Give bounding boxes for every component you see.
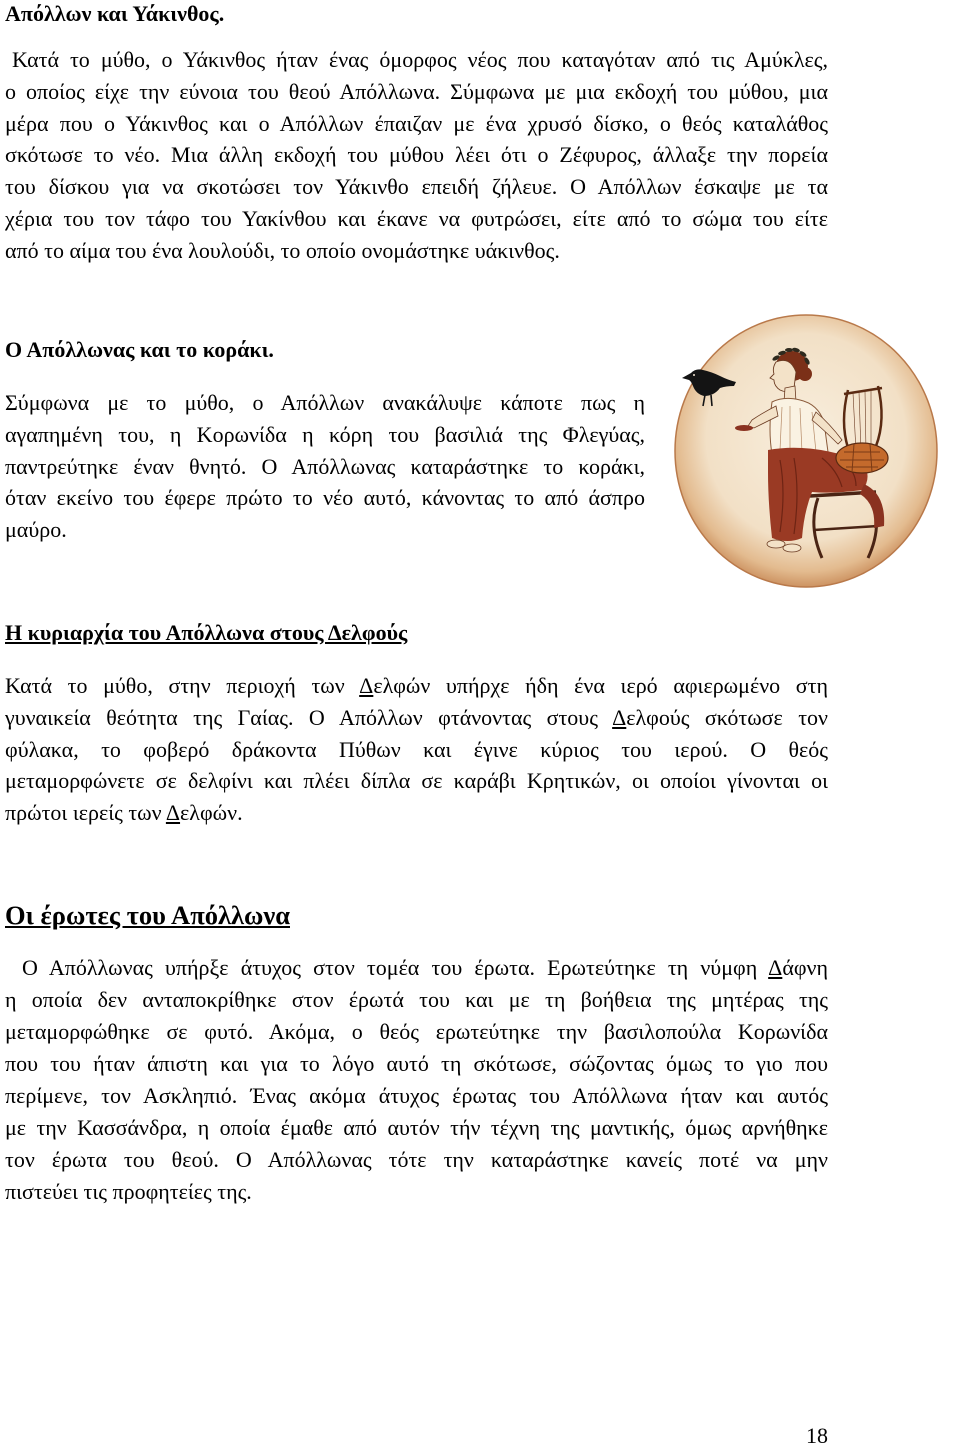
paragraph-line: του δίσκου για να σκοτώσει τον Υάκινθο επειδή ζήλευε. Ο Απόλλων έσκαψε με τα [5,174,828,199]
paragraph-line: που του ήταν άπιστη και για το λόγο αυτό τη σκότωσε, σώζοντας όμως το γιο που [5,1051,828,1076]
paragraph-line: Κατά το μύθο, στην περιοχή των Δελφών υπήρχε ήδη ένα ιερό αφιερωμένο στη [5,673,829,698]
paragraph-line: μέρα που ο Υάκινθος και ο Απόλλων έπαιζαν με ένα χρυσό δίσκο, ο θεός καταλάθος [5,110,828,136]
paragraph-line: παντρεύτηκε έναν θνητό. Ο Απόλλωνας καταράστηκε το κοράκι, [5,453,645,479]
crow-section-title: Ο Απόλλωνας και το κοράκι. [5,337,274,362]
crow-paragraph [5,387,645,546]
paragraph-line: μεταμορφώνετε σε δελφίνι και πλέει δίπλα σε καράβι Κρητικών, οι οποίοι γίνονται οι [5,768,828,794]
paragraph-line: μαύρο. [5,517,67,542]
paragraph-line: Σύμφωνα με το μύθο, ο Απόλλων ανακάλυψε κάποτε πως η [5,390,645,415]
paragraph-line: χέρια του τον τάφο του Υακίνθου και έκανε να φυτρώσει, είτε από το σώμα του είτε [5,205,828,231]
delphi-paragraph [5,670,828,829]
hyacinth-section-title: Απόλλων και Υάκινθος. [5,1,225,26]
paragraph-line: με την Κασσάνδρα, η οποία έμαθε από αυτόν τήν τέχνη της μαντικής, όμως αρνήθηκε [5,1115,828,1140]
paragraph-line: όταν εκείνο του έφερε πρώτο το νέο αυτό, κάνοντας το από άσπρο [5,485,645,511]
paragraph-line: περίμενε, τον Ασκληπιό. Ένας ακόμα άτυχος έρωτας του Απόλλωνα ήταν και αυτός [5,1083,828,1108]
paragraph-line: πρώτοι ιερείς των Δελφών. [5,800,243,825]
paragraph-line: πιστεύει τις προφητείες της. [5,1179,252,1204]
paragraph-line: Ο Απόλλωνας υπήρξε άτυχος στον τομέα του έρωτα. Ερωτεύτηκε τη νύμφη Δάφνη [22,955,828,980]
loves-section-title: Οι έρωτες του Απόλλωνα [5,900,290,930]
underlined-letter: Δ [768,955,783,980]
paragraph-line: ο οποίος είχε την εύνοια του θεού Απόλλωνα. Σύμφωνα με μια εκδοχή του μύθου, μια [5,78,828,104]
apollo-crow-kylix-image [672,312,940,590]
paragraph-line: η οποία δεν ανταποκρίθηκε στον έρωτά του και με τη βοήθεια της μητέρας της [5,987,828,1012]
paragraph-line: Κατά το μύθο, ο Υάκινθος ήταν ένας όμορφος νέος που καταγόταν από τις Αμύκλες, [12,47,828,72]
loves-paragraph [5,952,828,1208]
page-number: 18 [806,1423,828,1448]
delphi-section-title: Η κυριαρχία του Απόλλωνα στους Δελφούς [5,620,408,645]
paragraph-line: φύλακα, το φοβερό δράκοντα Πύθων και έγινε κύριος του ιερού. Ο θεός [5,736,828,762]
underlined-letter: Δ [612,704,627,730]
paragraph-line: γυναικεία θεότητα της Γαίας. Ο Απόλλων φτάνοντας στους Δελφούς σκότωσε τον [5,704,828,730]
paragraph-line: από το αίμα του ένα λουλούδι, το οποίο ονομάστηκε υάκινθος. [5,237,560,263]
paragraph-line: αγαπημένη του, η Κορωνίδα η κόρη του βασιλιά της Φλεγύας, [5,421,645,447]
paragraph-line: τον έρωτα του θεού. Ο Απόλλωνας τότε την καταράστηκε κανείς ποτέ να μην [5,1147,828,1172]
underlined-letter: Δ [165,800,181,825]
paragraph-line: σκότωσε το νέο. Μια άλλη εκδοχή του μύθου λέει ότι ο Ζέφυρος, άλλαξε την πορεία [5,142,828,168]
underlined-letter: Δ [359,673,374,698]
hyacinth-paragraph [5,44,828,266]
paragraph-line: μεταμορφώθηκε σε φυτό. Ακόμα, ο θεός ερωτεύτηκε την βασιλοπούλα Κορωνίδα [5,1019,828,1044]
